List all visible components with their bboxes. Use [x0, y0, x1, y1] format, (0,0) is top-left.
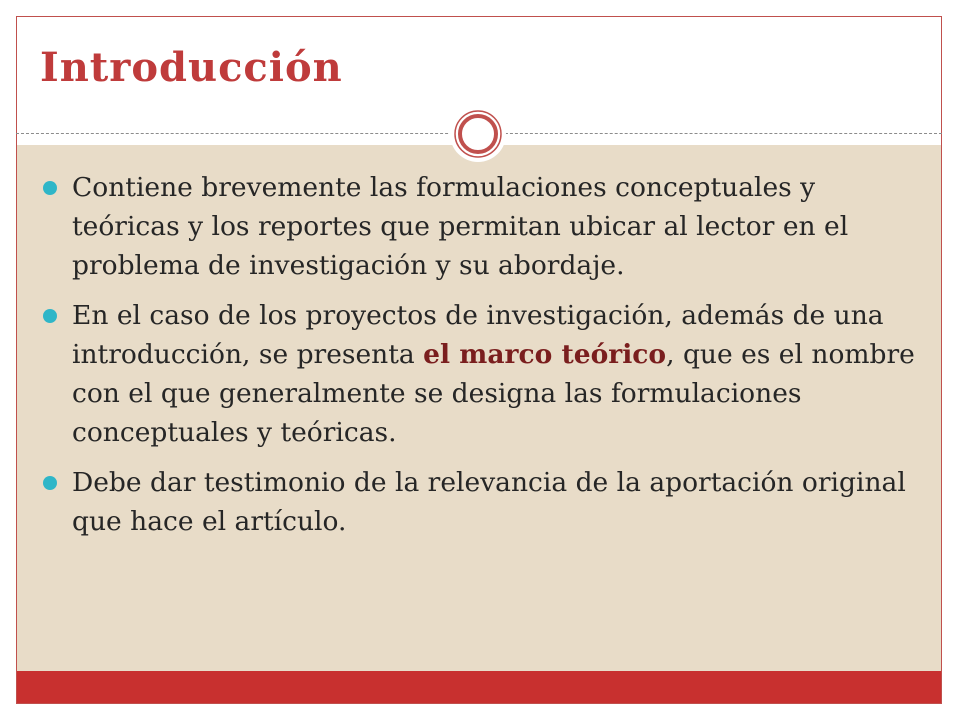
slide-title: Introducción — [40, 44, 343, 91]
bullet-text: Debe dar testimonio de la relevancia de la aportación original que hace el artículo. — [72, 467, 906, 537]
footer-bar — [17, 671, 941, 703]
bullet-list — [40, 168, 920, 552]
list-item — [40, 296, 920, 452]
bullet-text-end: , que es el nombre con el que generalmente se designa las formulaciones conceptuales y teóricas. — [72, 339, 915, 448]
bullet-text-start: En el caso de los proyectos de investigación, además de una introducción, se presenta — [72, 300, 884, 370]
bullet-emphasis: el marco teórico — [423, 339, 667, 370]
bullet-icon — [43, 309, 57, 323]
ring-ornament-icon — [449, 105, 507, 163]
bullet-icon — [43, 476, 57, 490]
bullet-text: Contiene brevemente las formulaciones conceptuales y teóricas y los reportes que permitan ubicar al lector en el problema de investigación y su abordaje. — [72, 172, 849, 281]
list-item — [40, 463, 920, 541]
list-item — [40, 168, 920, 285]
bullet-icon — [43, 181, 57, 195]
